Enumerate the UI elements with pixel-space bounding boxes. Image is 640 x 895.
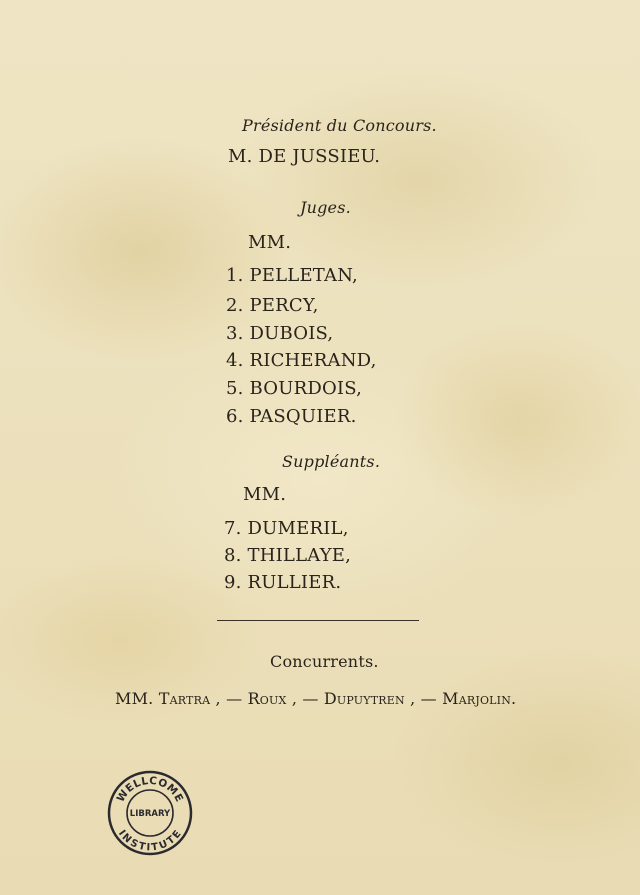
juges-heading: Juges. bbox=[300, 198, 351, 217]
juge-item bbox=[226, 323, 333, 344]
concurrent-separator: , — bbox=[404, 689, 443, 708]
juge-number: 3. bbox=[226, 323, 244, 344]
juge-name: PASQUIER. bbox=[249, 406, 357, 427]
section-divider bbox=[217, 620, 419, 621]
juge-name: RICHERAND, bbox=[249, 350, 377, 371]
juge-item bbox=[226, 406, 357, 427]
suppleant-number: 7. bbox=[224, 518, 242, 539]
suppleant-name: RULLIER. bbox=[247, 572, 342, 593]
suppleant-name: THILLAYE, bbox=[247, 545, 352, 566]
suppleants-heading: Suppléants. bbox=[282, 452, 381, 471]
concurrents-prefix: MM. bbox=[115, 689, 154, 708]
juge-name: DUBOIS, bbox=[249, 323, 334, 344]
juge-item bbox=[226, 350, 377, 371]
suppleant-item bbox=[224, 572, 341, 593]
juges-mm: MM. bbox=[248, 232, 292, 253]
juge-number: 1. bbox=[226, 265, 244, 286]
suppleant-number: 9. bbox=[224, 572, 242, 593]
juge-item bbox=[226, 378, 362, 399]
juge-name: PELLETAN, bbox=[249, 265, 358, 286]
concurrent-name: Dupuytren bbox=[323, 689, 405, 708]
concurrents-line bbox=[115, 689, 516, 708]
stamp-bottom-text: INSTITUTE bbox=[115, 828, 184, 854]
juge-number: 4. bbox=[226, 350, 244, 371]
concurrents-heading: Concurrents. bbox=[270, 652, 379, 671]
suppleant-item bbox=[224, 545, 351, 566]
concurrent-name: Tartra bbox=[158, 689, 211, 708]
suppleant-name: DUMERIL, bbox=[247, 518, 349, 539]
juge-name: PERCY, bbox=[249, 295, 319, 316]
stamp-top-text: WELLCOME bbox=[114, 774, 186, 805]
juge-item bbox=[226, 265, 358, 286]
concurrent-separator: , — bbox=[286, 689, 324, 708]
president-heading: Président du Concours. bbox=[242, 116, 437, 135]
concurrent-separator: , — bbox=[210, 689, 248, 708]
juge-number: 5. bbox=[226, 378, 244, 399]
suppleants-mm: MM. bbox=[243, 484, 287, 505]
library-stamp-seal bbox=[107, 770, 193, 856]
suppleant-number: 8. bbox=[224, 545, 242, 566]
juge-name: BOURDOIS, bbox=[249, 378, 363, 399]
president-name: M. DE JUSSIEU. bbox=[228, 146, 381, 167]
juge-number: 2. bbox=[226, 295, 244, 316]
juge-number: 6. bbox=[226, 406, 244, 427]
suppleant-item bbox=[224, 518, 349, 539]
concurrent-name: Roux bbox=[247, 689, 287, 708]
stamp-middle-text: LIBRARY bbox=[129, 809, 171, 819]
juge-item bbox=[226, 295, 319, 316]
svg-text:INSTITUTE bbox=[116, 828, 184, 853]
concurrent-name: Marjolin. bbox=[442, 689, 517, 708]
